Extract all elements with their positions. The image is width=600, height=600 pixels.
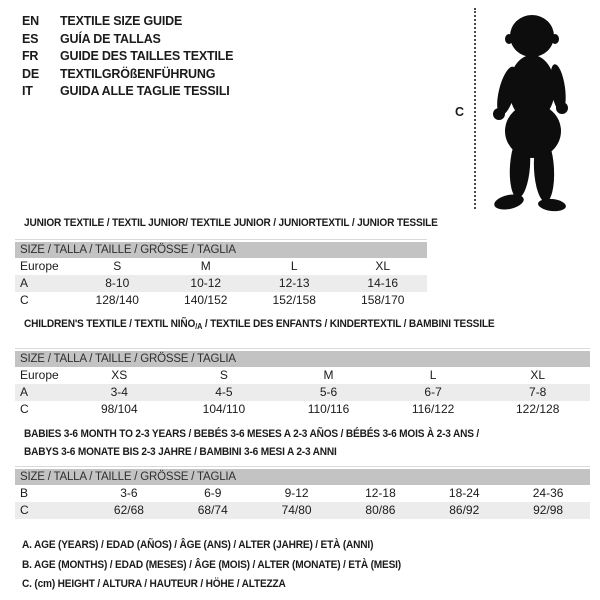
lang-label: TEXTILE SIZE GUIDE — [60, 14, 183, 28]
cell: 10-12 — [190, 276, 222, 290]
babies-section-title-line1: BABIES 3-6 MONTH TO 2-3 YEARS / BEBÉS 3-6 MESES A 2-3 AÑOS / BÉBÉS 3-6 MOIS À 2-3 ANS / — [24, 428, 480, 440]
cell: 92/98 — [533, 503, 564, 517]
cell: 4-5 — [215, 385, 233, 399]
title-subscript: /A — [195, 322, 203, 331]
size-header-bar: SIZE / TALLA / TAILLE / GRÖSSE / TAGLIA — [15, 351, 590, 367]
footnote-a: A. AGE (YEARS) / EDAD (AÑOS) / ÂGE (ANS) / ALTER (JAHRE) / ETÀ (ANNI) — [22, 539, 374, 551]
cell: 24-36 — [532, 486, 564, 500]
cell: 7-8 — [529, 385, 547, 399]
table-row — [15, 367, 590, 384]
row-label: Europe — [20, 259, 59, 273]
cell: 152/158 — [272, 293, 316, 307]
row-label: C — [20, 402, 29, 416]
cell: 12-13 — [278, 276, 310, 290]
babies-size-table — [15, 466, 590, 519]
lang-row-en — [22, 13, 233, 31]
junior-section-title: JUNIOR TEXTILE / TEXTIL JUNIOR/ TEXTILE JUNIOR / JUNIORTEXTIL / JUNIOR TESSILE — [24, 217, 438, 229]
cell: 5-6 — [319, 385, 338, 399]
cell: XL — [375, 259, 391, 273]
table-top-rule — [15, 348, 590, 349]
cell: 128/140 — [95, 293, 139, 307]
language-title-block — [22, 13, 233, 101]
cell: 14-16 — [367, 276, 399, 290]
cell: XS — [111, 368, 128, 382]
row-label: C — [20, 293, 29, 307]
cell: 122/128 — [515, 402, 560, 416]
lang-code: FR — [22, 49, 39, 64]
babies-section-title-line2: BABYS 3-6 MONATE BIS 2-3 JAHRE / BAMBINI 3-6 MESI A 2-3 ANNI — [24, 446, 337, 458]
lang-row-fr — [22, 48, 233, 66]
height-dotted-line — [474, 8, 476, 209]
junior-size-table — [15, 239, 427, 309]
cell: 18-24 — [448, 486, 480, 500]
size-header-bar: SIZE / TALLA / TAILLE / GRÖSSE / TAGLIA — [15, 469, 590, 485]
lang-code: IT — [22, 84, 33, 99]
lang-label: TEXTILGRÖßENFÜHRUNG — [60, 66, 216, 81]
cell: XL — [530, 368, 546, 382]
row-label: A — [20, 385, 29, 399]
size-header-bar: SIZE / TALLA / TAILLE / GRÖSSE / TAGLIA — [15, 242, 427, 258]
row-label: A — [20, 276, 29, 290]
cell: 116/122 — [411, 402, 455, 416]
table-body — [15, 258, 427, 309]
children-section-title — [24, 318, 494, 331]
cell: L — [429, 368, 437, 382]
table-row — [15, 292, 427, 309]
cell: 6-9 — [204, 486, 222, 500]
lang-code: EN — [22, 14, 39, 28]
cell: 74/80 — [281, 503, 312, 517]
cell: 104/110 — [202, 402, 246, 416]
cell: 9-12 — [284, 486, 309, 500]
title-part: / TEXTILE DES ENFANTS / KINDERTEXTIL / BAMBINI TESSILE — [202, 318, 495, 330]
table-body — [15, 367, 590, 418]
cell: 98/104 — [100, 402, 138, 416]
cell: L — [290, 259, 298, 273]
cell: 68/74 — [197, 503, 228, 517]
table-row — [15, 485, 590, 502]
title-part: CHILDREN'S TEXTILE / TEXTIL NIÑO — [24, 318, 196, 330]
cell: 140/152 — [184, 293, 228, 307]
cell: 12-18 — [365, 486, 396, 500]
height-measure-label: C — [455, 105, 465, 119]
lang-row-it — [22, 83, 233, 101]
lang-code: ES — [22, 31, 39, 46]
cell: 6-7 — [424, 385, 442, 399]
table-row — [15, 502, 590, 519]
cell: M — [200, 259, 211, 273]
footnote-legend — [22, 536, 434, 595]
cell: 3-6 — [120, 486, 138, 500]
lang-code: DE — [22, 66, 39, 81]
cell: 86/92 — [449, 503, 480, 517]
lang-row-de — [22, 66, 233, 84]
table-row — [15, 275, 427, 292]
table-row — [15, 384, 590, 401]
table-top-rule — [15, 466, 590, 467]
cell: S — [113, 259, 122, 273]
lang-label: GUIDA ALLE TAGLIE TESSILI — [60, 84, 230, 99]
cell: 3-4 — [110, 385, 128, 399]
lang-label: GUÍA DE TALLAS — [60, 31, 161, 46]
footnote-c: C. (cm) HEIGHT / ALTURA / HAUTEUR / HÖHE / ALTEZZA — [22, 578, 286, 590]
cell: 110/116 — [307, 402, 350, 416]
table-body — [15, 485, 590, 519]
baby-silhouette-icon — [482, 6, 578, 212]
cell: M — [323, 368, 334, 382]
cell: 8-10 — [105, 276, 130, 290]
cell: 62/68 — [113, 503, 144, 517]
table-row — [15, 401, 590, 418]
row-label: Europe — [20, 368, 59, 382]
footnote-b: B. AGE (MONTHS) / EDAD (MESES) / ÂGE (MOIS) / ALTER (MONATE) / ETÀ (MESI) — [22, 558, 401, 571]
cell: 80/86 — [365, 503, 396, 517]
cell: 158/170 — [361, 293, 405, 307]
row-label: B — [20, 486, 29, 500]
table-top-rule — [15, 239, 427, 240]
table-row — [15, 258, 427, 275]
row-label: C — [20, 503, 29, 517]
lang-label: GUIDE DES TAILLES TEXTILE — [60, 49, 234, 64]
lang-row-es — [22, 31, 233, 49]
children-size-table — [15, 348, 590, 418]
cell: S — [219, 368, 228, 382]
